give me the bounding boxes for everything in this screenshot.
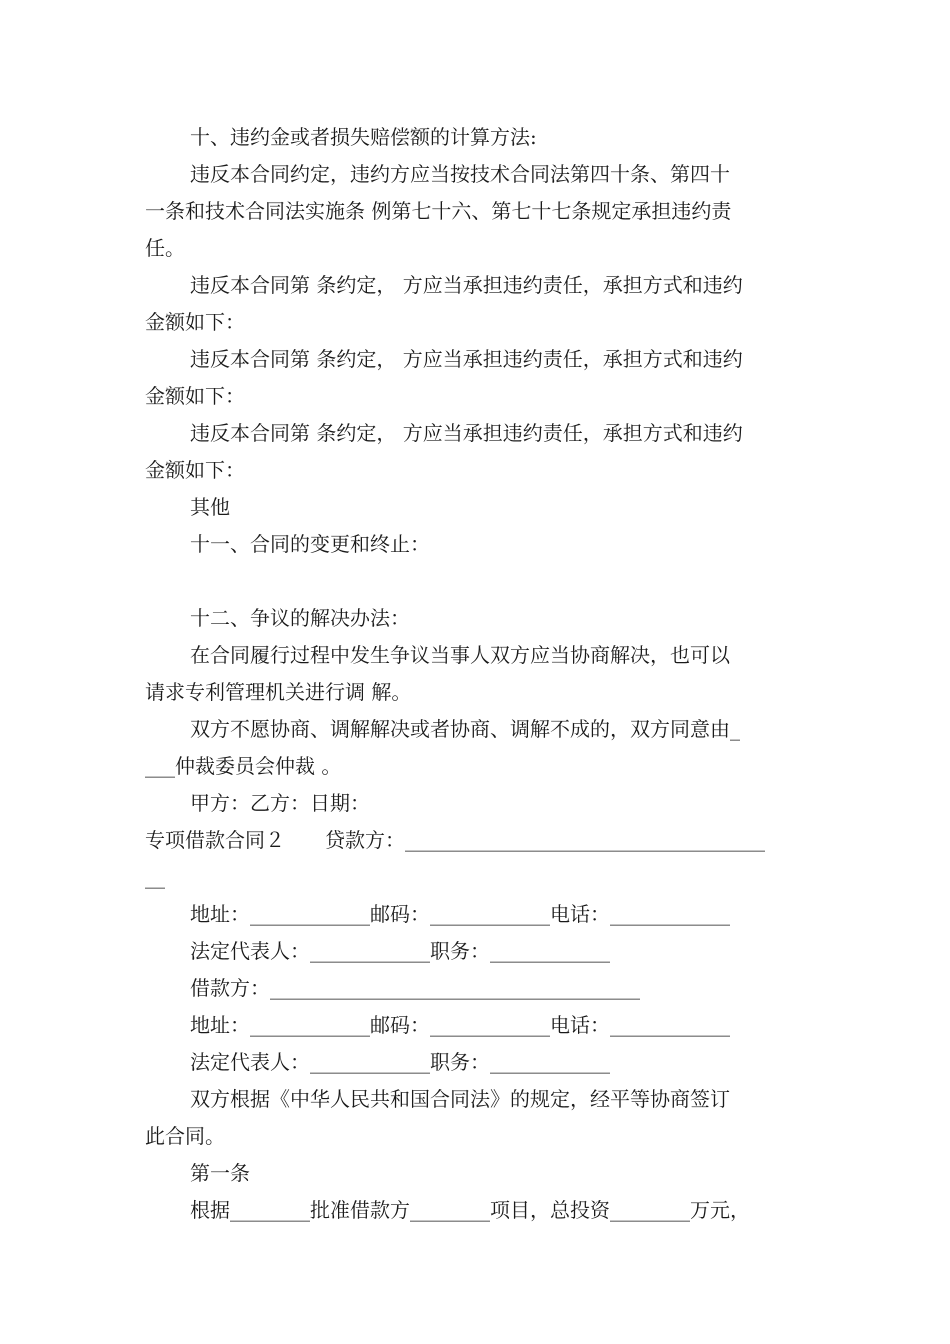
- blank-line: [145, 563, 810, 600]
- text-line: 双方根据《中华人民共和国合同法》的规定，经平等协商签订: [190, 1087, 730, 1111]
- text-line: 地址：____________邮码：____________电话：____________: [190, 1013, 730, 1037]
- text-line: 请求专利管理机关进行调 解。: [145, 680, 412, 704]
- text-line: 其他: [190, 495, 230, 519]
- text-line: 借款方：_____________________________________: [190, 976, 640, 1000]
- text-line: 甲方：乙方：日期：: [190, 791, 370, 815]
- text-line: 金额如下：: [145, 310, 245, 334]
- text-line: 第一条: [190, 1161, 250, 1185]
- text-line: 在合同履行过程中发生争议当事人双方应当协商解决，也可以: [190, 643, 730, 667]
- text-line: 十二、争议的解决办法：: [190, 606, 410, 630]
- text-line: 法定代表人：____________职务：____________: [190, 939, 610, 963]
- text-line: 地址：____________邮码：____________电话：____________: [190, 902, 730, 926]
- text-line: 金额如下：: [145, 384, 245, 408]
- text-line: 根据________批准借款方________项目，总投资________万元，: [190, 1198, 750, 1222]
- text-line: 违反本合同第 条约定， 方应当承担违约责任，承担方式和违约: [190, 273, 743, 297]
- text-line: 违反本合同约定，违约方应当按技术合同法第四十条、第四十: [190, 162, 730, 186]
- text-line: 十一、合同的变更和终止：: [190, 532, 430, 556]
- text-line: __: [145, 865, 165, 889]
- text-line: 专项借款合同２ 贷款方：____________________________________: [145, 828, 765, 852]
- text-line: 金额如下：: [145, 458, 245, 482]
- text-line: 十、违约金或者损失赔偿额的计算方法:: [190, 125, 537, 149]
- document-page: [145, 119, 810, 1229]
- text-line: 双方不愿协商、调解解决或者协商、调解不成的，双方同意由_: [190, 717, 740, 741]
- text-line: 任。: [145, 236, 185, 260]
- text-line: 此合同。: [145, 1124, 225, 1148]
- text-line: 违反本合同第 条约定， 方应当承担违约责任，承担方式和违约: [190, 347, 743, 371]
- text-line: 法定代表人：____________职务：____________: [190, 1050, 610, 1074]
- text-line: ___仲裁委员会仲裁 。: [145, 754, 342, 778]
- text-line: 违反本合同第 条约定， 方应当承担违约责任，承担方式和违约: [190, 421, 743, 445]
- text-line: 一条和技术合同法实施条 例第七十六、第七十七条规定承担违约责: [145, 199, 732, 223]
